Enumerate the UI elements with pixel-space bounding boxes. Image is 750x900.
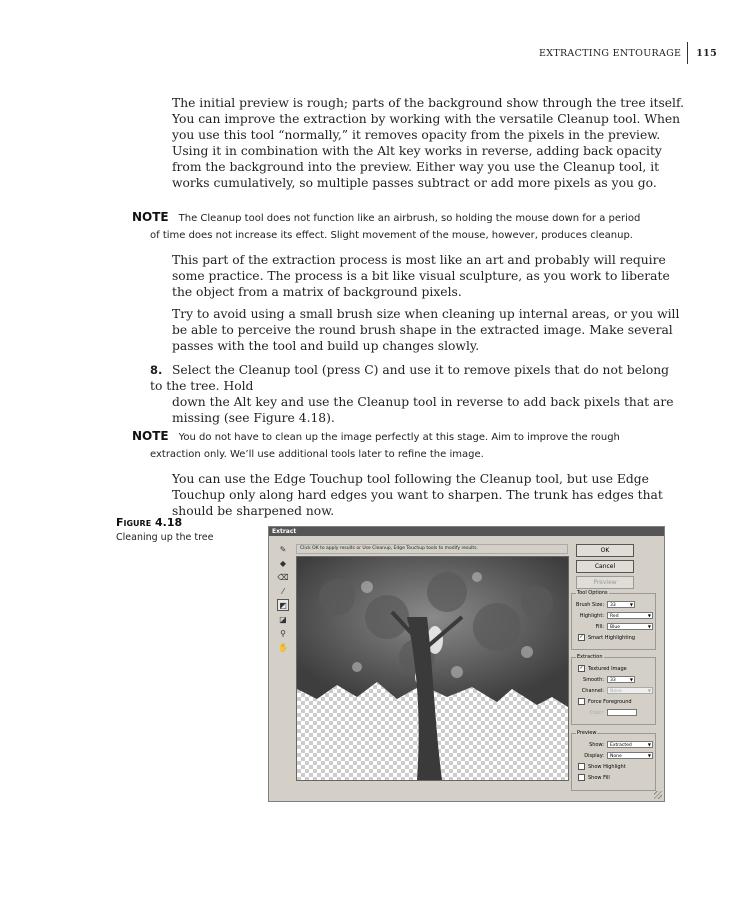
cleanup-tool-icon[interactable]: ◩ bbox=[277, 599, 289, 611]
preview-button[interactable]: Preview bbox=[576, 576, 634, 589]
display-label: Display: bbox=[584, 752, 604, 759]
note-text-line2: of time does not increase its effect. Slight movement of the mouse, however, produces cleanup. bbox=[150, 230, 633, 241]
ok-button[interactable]: OK bbox=[576, 544, 634, 557]
color-label: Color: bbox=[589, 709, 604, 716]
eyedropper-icon[interactable]: ⁄ bbox=[282, 586, 284, 596]
force-foreground-checkbox[interactable] bbox=[578, 698, 585, 705]
fill-select[interactable]: Blue ▼ bbox=[607, 623, 653, 630]
edge-touchup-icon[interactable]: ◪ bbox=[279, 614, 287, 624]
resize-grip[interactable] bbox=[654, 791, 662, 799]
note-airbrush bbox=[132, 209, 692, 244]
cancel-button[interactable]: Cancel bbox=[576, 560, 634, 573]
tool-options-title: Tool Options bbox=[577, 590, 608, 596]
color-swatch[interactable] bbox=[607, 709, 637, 716]
brush-size-label: Brush Size: bbox=[576, 601, 604, 608]
note-tag: NOTE bbox=[132, 210, 169, 224]
figure-caption-text: Cleaning up the tree bbox=[116, 532, 214, 543]
paragraph-initial-preview: The initial preview is rough; parts of the background show through the tree itself. You can improve the extraction by working with the versatile Cleanup tool. When you use this tool “normally,” it removes opacity from the pixels in the preview. Using it in combination with the Alt key works in reverse, adding back opacity from the background into the preview. Either way you use the Cleanup tool, it works cumulatively, so multiple passes subtract or add more pixels as you go. bbox=[172, 96, 685, 190]
instruction-bar: Click OK to apply results or Use Cleanup, Edge Touchup tools to modify results. bbox=[296, 544, 568, 554]
fill-tool-icon[interactable]: ◆ bbox=[279, 558, 287, 568]
extraction-title: Extraction bbox=[577, 654, 603, 660]
step-text-rest: down the Alt key and use the Cleanup tool in reverse to add back pixels that are missing (see Figure 4.18). bbox=[172, 395, 674, 425]
show-label: Show: bbox=[589, 741, 604, 748]
extraction-preview-canvas[interactable] bbox=[296, 556, 569, 781]
tool-options-group bbox=[571, 590, 656, 650]
tree-preview-image bbox=[297, 557, 568, 780]
eraser-icon[interactable]: ⌫ bbox=[277, 572, 289, 582]
tool-palette bbox=[277, 543, 291, 655]
smart-highlighting-label: Smart Highlighting bbox=[588, 634, 636, 641]
channel-label: Channel: bbox=[581, 687, 604, 694]
textured-image-checkbox[interactable]: ✓ bbox=[579, 665, 584, 671]
show-select[interactable]: Extracted ▼ bbox=[607, 741, 653, 748]
note-cleanup-stage bbox=[132, 428, 692, 463]
show-fill-checkbox[interactable] bbox=[578, 774, 585, 781]
note-text-line1: You do not have to clean up the image perfectly at this stage. Aim to improve the rough bbox=[178, 432, 620, 443]
show-fill-label: Show Fill bbox=[588, 774, 610, 781]
note-tag: NOTE bbox=[132, 429, 169, 443]
display-select[interactable]: None ▼ bbox=[607, 752, 653, 759]
edge-highlighter-icon[interactable]: ✎ bbox=[279, 544, 287, 554]
extraction-group bbox=[571, 654, 656, 725]
zoom-icon[interactable]: ⚲ bbox=[280, 628, 286, 638]
force-foreground-label: Force Foreground bbox=[588, 698, 632, 705]
smooth-label: Smooth: bbox=[583, 676, 604, 683]
fill-label: Fill: bbox=[595, 623, 604, 630]
smart-highlighting-checkbox[interactable]: ✓ bbox=[579, 634, 584, 640]
dialog-title: Extract bbox=[269, 527, 664, 536]
preview-title: Preview bbox=[577, 730, 597, 736]
section-title: EXTRACTING ENTOURAGE bbox=[539, 47, 682, 59]
running-header bbox=[539, 42, 717, 64]
header-divider bbox=[687, 42, 688, 64]
step-text-line1: Select the Cleanup tool (press C) and use it to remove pixels that do not belong to the tree. Hold bbox=[150, 363, 670, 393]
step-number: 8. bbox=[150, 363, 163, 377]
textured-image-label: Textured Image bbox=[588, 665, 627, 672]
page-number: 115 bbox=[696, 47, 717, 59]
paragraph-practice: This part of the extraction process is most like an art and probably will require some practice. The process is a bit like visual sculpture, as you work to liberate the object from a matrix of background pixels. bbox=[172, 253, 670, 299]
paragraph-brush-size: Try to avoid using a small brush size when cleaning up internal areas, or you will be able to perceive the round brush shape in the extracted image. Make several passes with the tool and build up changes slowly. bbox=[172, 307, 680, 353]
note-text-line1: The Cleanup tool does not function like an airbrush, so holding the mouse down for a period bbox=[178, 213, 641, 224]
highlight-label: Highlight: bbox=[579, 612, 604, 619]
show-highlight-checkbox[interactable] bbox=[578, 763, 585, 770]
show-highlight-label: Show Highlight bbox=[588, 763, 626, 770]
note-text-line2: extraction only. We’ll use additional tools later to refine the image. bbox=[150, 449, 484, 460]
preview-group bbox=[571, 730, 656, 791]
extract-dialog bbox=[268, 526, 665, 802]
smooth-input[interactable]: 33 ▼ bbox=[607, 676, 635, 683]
hand-icon[interactable]: ✋ bbox=[278, 642, 288, 652]
highlight-select[interactable]: Red ▼ bbox=[607, 612, 653, 619]
paragraph-edge-touchup: You can use the Edge Touchup tool following the Cleanup tool, but use Edge Touchup only along hard edges you want to sharpen. The trunk has edges that should be sharpened now. bbox=[172, 472, 663, 518]
brush-size-input[interactable]: 33 ▼ bbox=[607, 601, 635, 608]
channel-select[interactable]: None ▼ bbox=[607, 687, 653, 694]
step-8 bbox=[150, 362, 684, 426]
figure-label: Figure 4.18 bbox=[116, 516, 183, 529]
figure-caption bbox=[116, 516, 256, 543]
